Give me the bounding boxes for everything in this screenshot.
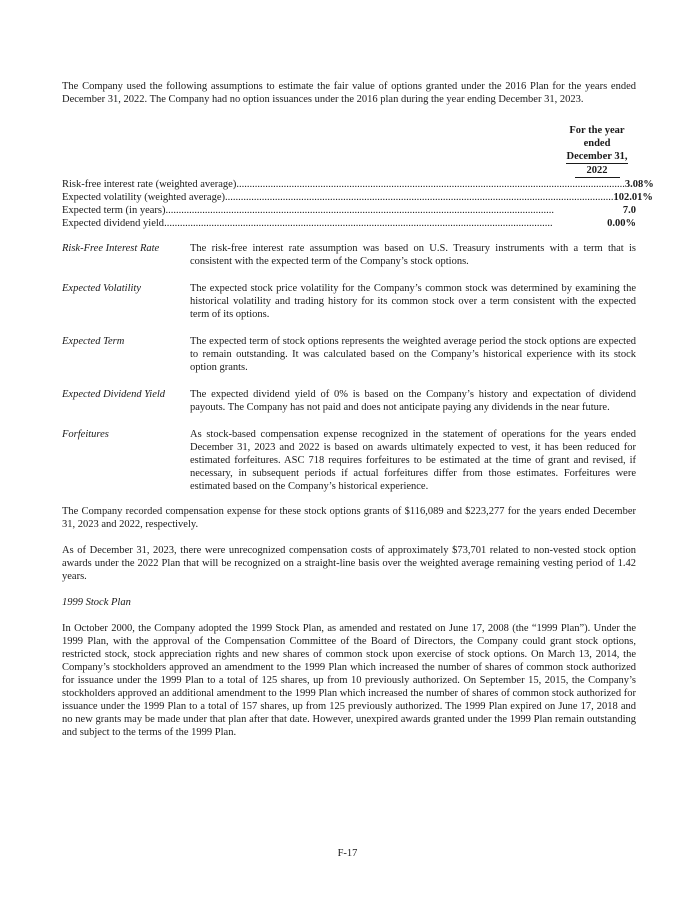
row-label: Expected term (in years): [62, 205, 166, 216]
definition-item: [62, 428, 636, 493]
table-row: Expected dividend yield.................................................................................................................................................... 0.00%: [62, 218, 636, 229]
section-heading: 1999 Stock Plan: [62, 597, 131, 608]
row-value: 3.08%: [624, 179, 654, 190]
table-row: Risk-free interest rate (weighted average).................................................................................................................................................... 3.08%: [62, 179, 654, 190]
stock-plan-1999-paragraph: In October 2000, the Company adopted the 1999 Stock Plan, as amended and restated on June 17, 2008 (the “1999 Plan”). Under the 1999 Plan, with the approval of the Compensation Committee of the Board of Directors, the Company could grant stock options, restricted stock, stock appreciation rights and new shares of common stock upon exercise of stock options. On March 13, 2014, the Company’s stockholders approved an amendment to the 1999 Plan which increased the number of shares of common stock authorized for issuance under the 1999 Plan to a total of 125 shares, up from 10 previously authorized. On September 15, 2015, the Company’s stockholders approved an additional amendment to the 1999 Plan which increased the number of shares of common stock authorized for issuance under the 1999 Plan to a total of 157 shares, up from 125 previously authorized. The 1999 Plan expired on June 17, 2018 and no new grants may be made under that plan after that date. However, unexpired awards granted under the 1999 Plan remain outstanding and subject to the terms of the 1999 Plan.: [62, 623, 636, 738]
table-row: Expected volatility (weighted average).................................................................................................................................................... 102.01%: [62, 192, 653, 203]
assumptions-table: [62, 178, 654, 230]
definition-term: Expected Volatility: [62, 283, 142, 294]
definition-item: [62, 388, 636, 414]
header-year: 2022: [575, 164, 620, 178]
definition-item: [62, 282, 636, 321]
row-value: 102.01%: [613, 192, 653, 203]
table-row: Expected term (in years).................................................................................................................................................... 7.0: [62, 205, 636, 216]
assumptions-table-header: [62, 124, 636, 178]
header-line-2: ended: [583, 138, 611, 149]
row-value: 0.00%: [607, 218, 636, 229]
definition-term: Expected Dividend Yield: [62, 389, 166, 400]
column-header: [558, 124, 636, 178]
definitions-list: [62, 242, 636, 493]
header-line-1: For the year: [569, 125, 625, 136]
header-line-3: December 31,: [566, 151, 628, 162]
row-label: Expected volatility (weighted average): [62, 192, 225, 203]
document-page: [62, 80, 654, 752]
compensation-paragraph: The Company recorded compensation expense for these stock options grants of $116,089 and $223,277 for the years ended December 31, 2023 and 2022, respectively.: [62, 506, 636, 530]
definition-item: [62, 242, 636, 268]
definition-text: The expected term of stock options represents the weighted average period the stock options are expected to remain outstanding. It was calculated based on the Company’s historical experience with its stock option grants.: [190, 336, 636, 373]
definition-text: The expected dividend yield of 0% is based on the Company’s history and expectation of dividend payouts. The Company has not paid and does not anticipate paying any dividends in the near future.: [190, 389, 636, 413]
definition-text: The risk-free interest rate assumption was based on U.S. Treasury instruments with a term that is consistent with the expected term of the Company’s stock options.: [190, 243, 636, 267]
definition-item: [62, 335, 636, 374]
page-number: F-17: [337, 848, 358, 859]
definition-text: As stock-based compensation expense recognized in the statement of operations for the years ended December 31, 2023 and 2022 is based on awards ultimately expected to vest, it has been reduced for estimated forfeitures. ASC 718 requires forfeitures to be estimated at the time of grant and revised, if necessary, in subsequent periods if actual forfeitures differ from those estimates. Forfeitures were estimated based on the Company’s historical experience.: [190, 429, 636, 492]
intro-paragraph: The Company used the following assumptions to estimate the fair value of options granted under the 2016 Plan for the years ended December 31, 2022. The Company had no option issuances under the 2016 plan during the year ending December 31, 2023.: [62, 81, 636, 105]
row-value: 7.0: [622, 205, 636, 216]
unrecognized-costs-paragraph: As of December 31, 2023, there were unrecognized compensation costs of approximately $73,701 related to non-vested stock option awards under the 2022 Plan that will be recognized on a straight-line basis over the weighted average remaining vesting period of 1.42 years.: [62, 545, 636, 582]
definition-term: Forfeitures: [62, 429, 109, 440]
definition-term: Risk-Free Interest Rate: [62, 243, 160, 254]
definition-term: Expected Term: [62, 336, 125, 347]
definition-text: The expected stock price volatility for the Company’s common stock was determined by examining the historical volatility and trading history for its common stock over a term consistent with the expected term of its options.: [190, 283, 636, 320]
row-label: Expected dividend yield: [62, 218, 165, 229]
row-label: Risk-free interest rate (weighted average): [62, 179, 237, 190]
